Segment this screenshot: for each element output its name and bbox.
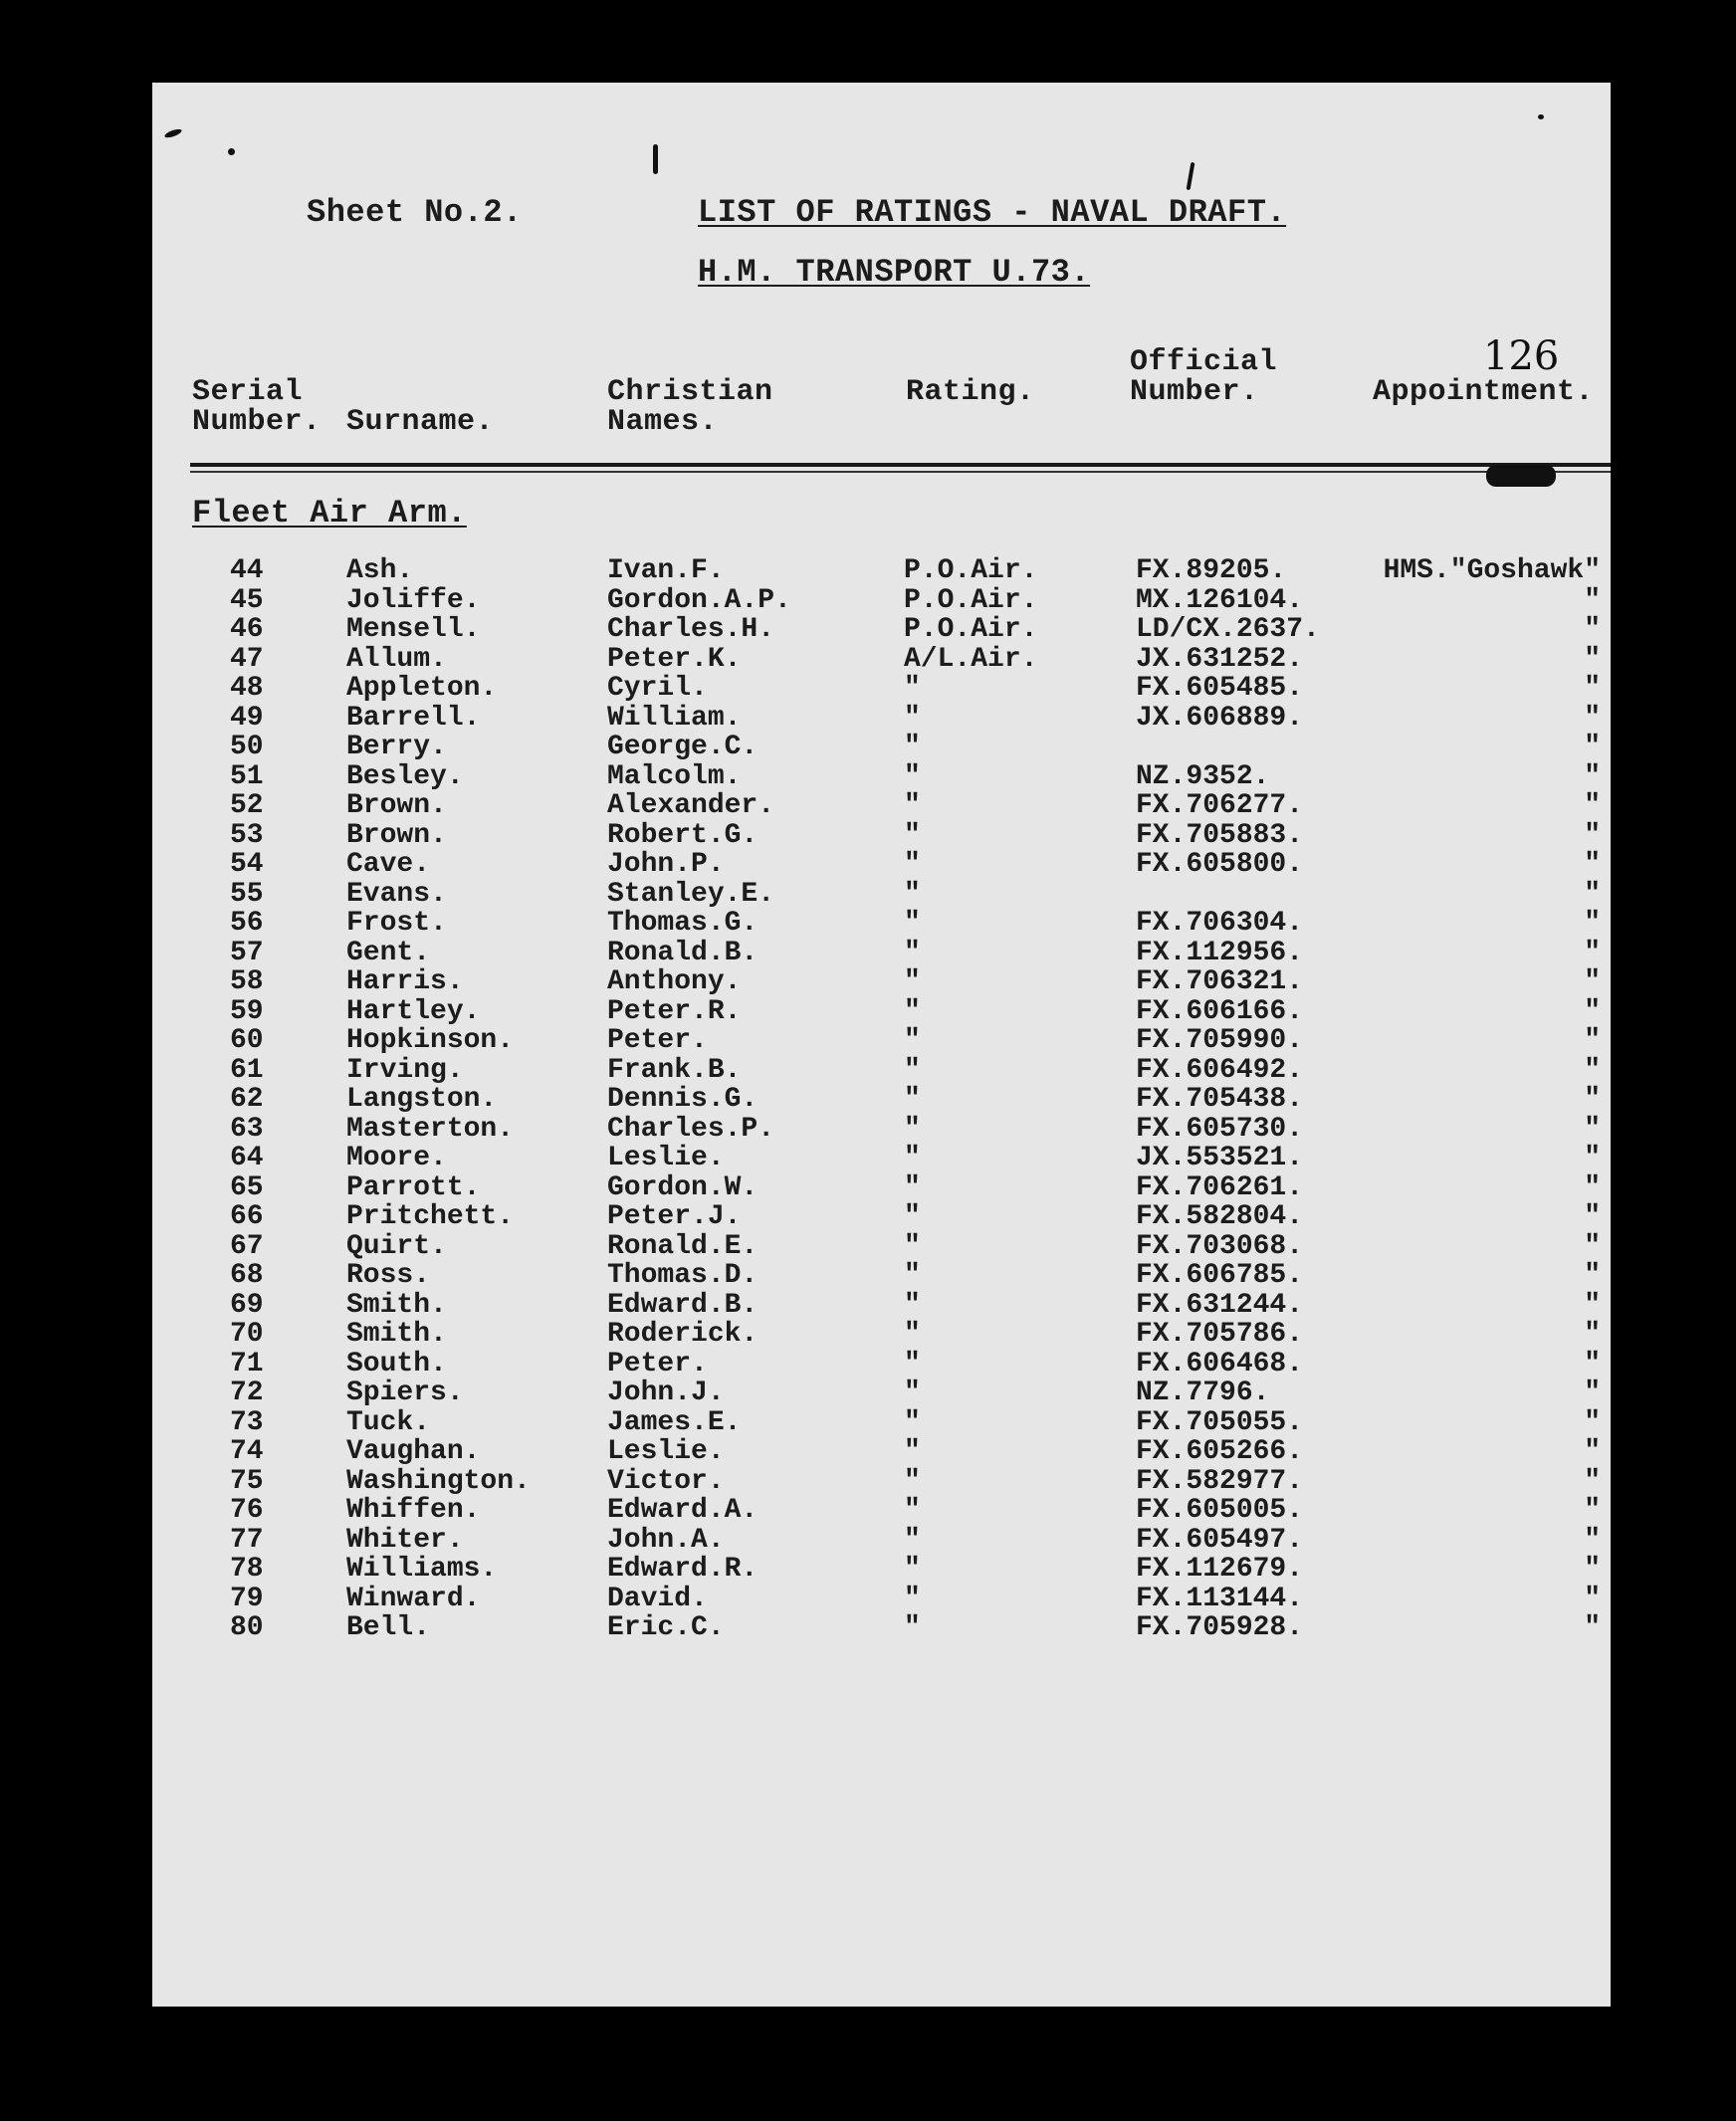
table-row (152, 1613, 1611, 1643)
surname-cell: Frost. (346, 908, 447, 939)
serial-number-cell: 48 (230, 673, 264, 704)
surname-cell: Whiffen. (346, 1495, 481, 1526)
rating-cell: " (904, 732, 921, 762)
serial-number-cell: 47 (230, 643, 264, 675)
table-row (152, 704, 1611, 734)
surname-cell: Vaughan. (346, 1436, 481, 1467)
christian-names-cell: Dennis.G. (607, 1084, 759, 1115)
official-number-cell: FX.606785. (1136, 1260, 1304, 1291)
christian-names-cell: Alexander. (607, 790, 775, 821)
serial-number-cell: 66 (230, 1201, 264, 1232)
ink-speck (1187, 162, 1195, 190)
christian-names-cell: John.J. (607, 1378, 725, 1408)
appointment-cell: " (1584, 1143, 1601, 1173)
surname-cell: Masterton. (346, 1113, 515, 1145)
appointment-cell: " (1584, 614, 1601, 645)
official-number-cell: NZ.7796. (1136, 1378, 1270, 1408)
christian-names-cell: Gordon.A.P. (607, 584, 791, 616)
rating-cell: " (904, 1143, 921, 1173)
serial-number-cell: 59 (230, 995, 264, 1027)
christian-names-cell: Gordon.W. (607, 1171, 759, 1203)
rating-cell: " (904, 1612, 921, 1643)
rating-cell: " (904, 937, 921, 968)
christian-names-cell: Frank.B. (607, 1054, 742, 1086)
official-number-cell: FX.705055. (1136, 1406, 1304, 1438)
appointment-cell: " (1584, 1495, 1601, 1526)
table-row (152, 1232, 1611, 1262)
official-number-cell: FX.582977. (1136, 1465, 1304, 1497)
table-row (152, 1555, 1611, 1585)
serial-number-cell: 65 (230, 1171, 264, 1203)
surname-cell: Spiers. (346, 1378, 464, 1408)
official-number-cell: FX.89205. (1136, 555, 1287, 586)
appointment-cell: " (1584, 732, 1601, 762)
header-rule-secondary (190, 471, 1611, 473)
surname-cell: Williams. (346, 1554, 498, 1585)
sheet-number: Sheet No.2. (307, 194, 523, 231)
appointment-cell: " (1584, 1230, 1601, 1262)
rating-cell: A/L.Air. (904, 643, 1038, 675)
table-row (152, 762, 1611, 792)
table-row (152, 939, 1611, 968)
serial-number-cell: 53 (230, 819, 264, 851)
rating-cell: " (904, 1465, 921, 1497)
rating-cell: " (904, 1436, 921, 1467)
serial-number-cell: 58 (230, 966, 264, 997)
table-row (152, 1261, 1611, 1291)
official-number-cell: FX.705883. (1136, 819, 1304, 851)
rating-cell: P.O.Air. (904, 614, 1038, 645)
rating-cell: " (904, 1319, 921, 1350)
rating-cell: " (904, 1378, 921, 1408)
table-row (152, 1496, 1611, 1526)
christian-names-cell: Leslie. (607, 1436, 725, 1467)
official-number-cell: LD/CX.2637. (1136, 614, 1320, 645)
table-row (152, 1173, 1611, 1203)
serial-number-cell: 55 (230, 878, 264, 910)
official-number-cell: FX.605730. (1136, 1113, 1304, 1145)
surname-cell: Joliffe. (346, 584, 481, 616)
christian-names-cell: Edward.R. (607, 1554, 759, 1585)
appointment-cell: " (1584, 643, 1601, 675)
rating-cell: " (904, 760, 921, 792)
official-number-cell: FX.631244. (1136, 1289, 1304, 1321)
christian-names-cell: Robert.G. (607, 819, 759, 851)
christian-names-cell: James.E. (607, 1406, 742, 1438)
serial-number-cell: 78 (230, 1554, 264, 1585)
rating-cell: " (904, 790, 921, 821)
christian-names-cell: Peter. (607, 1348, 708, 1379)
surname-cell: Ash. (346, 555, 414, 586)
serial-number-cell: 70 (230, 1319, 264, 1350)
rating-cell: " (904, 1406, 921, 1438)
christian-names-cell: Eric.C. (607, 1612, 725, 1643)
rating-cell: " (904, 1230, 921, 1262)
document-title: LIST OF RATINGS - NAVAL DRAFT. (698, 194, 1287, 231)
official-number-cell: JX.553521. (1136, 1143, 1304, 1173)
ratings-table (152, 556, 1611, 1643)
christian-names-cell: Ronald.E. (607, 1230, 759, 1262)
appointment-cell: " (1584, 1612, 1601, 1643)
appointment-cell: HMS."Goshawk" (1383, 555, 1601, 586)
surname-cell: Appleton. (346, 673, 498, 704)
appointment-cell: " (1584, 1524, 1601, 1556)
rating-cell: " (904, 1554, 921, 1585)
rating-cell: " (904, 1171, 921, 1203)
official-number-cell: FX.582804. (1136, 1201, 1304, 1232)
christian-names-cell: Peter.R. (607, 995, 742, 1027)
table-row (152, 1026, 1611, 1056)
rating-cell: " (904, 878, 921, 910)
ink-speck (1538, 114, 1544, 119)
serial-number-cell: 68 (230, 1260, 264, 1291)
christian-names-cell: David. (607, 1583, 708, 1614)
stamp-smudge (1486, 465, 1556, 487)
official-number-cell: FX.605485. (1136, 673, 1304, 704)
surname-cell: Washington. (346, 1465, 531, 1497)
official-number-cell: MX.126104. (1136, 584, 1304, 616)
christian-names-cell: Edward.A. (607, 1495, 759, 1526)
appointment-cell: " (1584, 878, 1601, 910)
serial-number-cell: 64 (230, 1143, 264, 1173)
official-number-cell: FX.113144. (1136, 1583, 1304, 1614)
table-row (152, 909, 1611, 939)
ink-speck (164, 127, 183, 139)
column-header-serial: Serial Number. (192, 375, 322, 439)
official-number-cell: NZ.9352. (1136, 760, 1270, 792)
serial-number-cell: 60 (230, 1025, 264, 1056)
official-number-cell: FX.705990. (1136, 1025, 1304, 1056)
table-row (152, 967, 1611, 997)
christian-names-cell: Malcolm. (607, 760, 742, 792)
appointment-cell: " (1584, 966, 1601, 997)
table-row (152, 1526, 1611, 1556)
serial-number-cell: 57 (230, 937, 264, 968)
rating-cell: P.O.Air. (904, 584, 1038, 616)
column-header-official: Official Number. (1130, 345, 1278, 409)
surname-cell: Pritchett. (346, 1201, 515, 1232)
christian-names-cell: Peter.J. (607, 1201, 742, 1232)
surname-cell: Gent. (346, 937, 431, 968)
official-number-cell: FX.705928. (1136, 1612, 1304, 1643)
christian-names-cell: Edward.B. (607, 1289, 759, 1321)
serial-number-cell: 73 (230, 1406, 264, 1438)
table-row (152, 1085, 1611, 1115)
serial-number-cell: 77 (230, 1524, 264, 1556)
appointment-cell: " (1584, 1084, 1601, 1115)
surname-cell: Evans. (346, 878, 447, 910)
surname-cell: Parrott. (346, 1171, 481, 1203)
serial-number-cell: 79 (230, 1583, 264, 1614)
surname-cell: Tuck. (346, 1406, 431, 1438)
surname-cell: Moore. (346, 1143, 447, 1173)
surname-cell: Brown. (346, 819, 447, 851)
official-number-cell: FX.703068. (1136, 1230, 1304, 1262)
serial-number-cell: 67 (230, 1230, 264, 1262)
surname-cell: Besley. (346, 760, 464, 792)
surname-cell: Smith. (346, 1289, 447, 1321)
appointment-cell: " (1584, 1348, 1601, 1379)
surname-cell: Whiter. (346, 1524, 464, 1556)
official-number-cell: FX.606166. (1136, 995, 1304, 1027)
table-row (152, 1115, 1611, 1145)
appointment-cell: " (1584, 1378, 1601, 1408)
surname-cell: Hopkinson. (346, 1025, 515, 1056)
surname-cell: Barrell. (346, 702, 481, 734)
christian-names-cell: Ivan.F. (607, 555, 725, 586)
official-number-cell: JX.631252. (1136, 643, 1304, 675)
surname-cell: Quirt. (346, 1230, 447, 1262)
serial-number-cell: 74 (230, 1436, 264, 1467)
serial-number-cell: 52 (230, 790, 264, 821)
column-header-rating: Rating. (906, 375, 1035, 409)
appointment-cell: " (1584, 673, 1601, 704)
serial-number-cell: 51 (230, 760, 264, 792)
rating-cell: P.O.Air. (904, 555, 1038, 586)
serial-number-cell: 56 (230, 908, 264, 939)
appointment-cell: " (1584, 1406, 1601, 1438)
christian-names-cell: Ronald.B. (607, 937, 759, 968)
rating-cell: " (904, 1201, 921, 1232)
official-number-cell: FX.605266. (1136, 1436, 1304, 1467)
rating-cell: " (904, 849, 921, 880)
appointment-cell: " (1584, 849, 1601, 880)
appointment-cell: " (1584, 584, 1601, 616)
rating-cell: " (904, 1260, 921, 1291)
page-stamp-number: 126 (1483, 333, 1560, 379)
table-row (152, 1202, 1611, 1232)
rating-cell: " (904, 995, 921, 1027)
table-row (152, 556, 1611, 586)
official-number-cell: FX.605800. (1136, 849, 1304, 880)
table-row (152, 1350, 1611, 1379)
appointment-cell: " (1584, 1319, 1601, 1350)
serial-number-cell: 54 (230, 849, 264, 880)
table-row (152, 880, 1611, 910)
official-number-cell: FX.706321. (1136, 966, 1304, 997)
official-number-cell: FX.706261. (1136, 1171, 1304, 1203)
table-row (152, 1056, 1611, 1086)
column-header-appointment: Appointment. (1373, 375, 1595, 409)
surname-cell: Mensell. (346, 614, 481, 645)
rating-cell: " (904, 1113, 921, 1145)
table-row (152, 791, 1611, 821)
appointment-cell: " (1584, 760, 1601, 792)
table-row (152, 733, 1611, 762)
official-number-cell: FX.606468. (1136, 1348, 1304, 1379)
rating-cell: " (904, 1289, 921, 1321)
surname-cell: Hartley. (346, 995, 481, 1027)
ink-speck (228, 148, 235, 155)
christian-names-cell: John.P. (607, 849, 725, 880)
official-number-cell: FX.705438. (1136, 1084, 1304, 1115)
appointment-cell: " (1584, 819, 1601, 851)
surname-cell: Brown. (346, 790, 447, 821)
ink-speck (653, 144, 658, 174)
serial-number-cell: 50 (230, 732, 264, 762)
surname-cell: South. (346, 1348, 447, 1379)
column-header-christian: Christian Names. (607, 375, 773, 439)
christian-names-cell: John.A. (607, 1524, 725, 1556)
serial-number-cell: 80 (230, 1612, 264, 1643)
christian-names-cell: Cyril. (607, 673, 708, 704)
table-row (152, 1320, 1611, 1350)
christian-names-cell: George.C. (607, 732, 759, 762)
appointment-cell: " (1584, 1289, 1601, 1321)
christian-names-cell: Peter.K. (607, 643, 742, 675)
official-number-cell: FX.112679. (1136, 1554, 1304, 1585)
serial-number-cell: 61 (230, 1054, 264, 1086)
table-row (152, 1144, 1611, 1173)
appointment-cell: " (1584, 1465, 1601, 1497)
christian-names-cell: Anthony. (607, 966, 742, 997)
official-number-cell: JX.606889. (1136, 702, 1304, 734)
appointment-cell: " (1584, 702, 1601, 734)
serial-number-cell: 75 (230, 1465, 264, 1497)
rating-cell: " (904, 1025, 921, 1056)
official-number-cell: FX.606492. (1136, 1054, 1304, 1086)
christian-names-cell: Charles.H. (607, 614, 775, 645)
serial-number-cell: 72 (230, 1378, 264, 1408)
rating-cell: " (904, 1084, 921, 1115)
serial-number-cell: 71 (230, 1348, 264, 1379)
official-number-cell: FX.605497. (1136, 1524, 1304, 1556)
appointment-cell: " (1584, 908, 1601, 939)
surname-cell: Allum. (346, 643, 447, 675)
rating-cell: " (904, 702, 921, 734)
rating-cell: " (904, 1524, 921, 1556)
surname-cell: Winward. (346, 1583, 481, 1614)
table-row (152, 1437, 1611, 1467)
table-row (152, 674, 1611, 704)
table-row (152, 1379, 1611, 1408)
surname-cell: Bell. (346, 1612, 431, 1643)
appointment-cell: " (1584, 1025, 1601, 1056)
christian-names-cell: William. (607, 702, 742, 734)
christian-names-cell: Peter. (607, 1025, 708, 1056)
serial-number-cell: 69 (230, 1289, 264, 1321)
appointment-cell: " (1584, 1113, 1601, 1145)
rating-cell: " (904, 819, 921, 851)
appointment-cell: " (1584, 790, 1601, 821)
document-subtitle: H.M. TRANSPORT U.73. (698, 254, 1091, 291)
table-row (152, 1408, 1611, 1438)
christian-names-cell: Stanley.E. (607, 878, 775, 910)
appointment-cell: " (1584, 995, 1601, 1027)
official-number-cell: FX.705786. (1136, 1319, 1304, 1350)
appointment-cell: " (1584, 1201, 1601, 1232)
serial-number-cell: 49 (230, 702, 264, 734)
appointment-cell: " (1584, 1054, 1601, 1086)
official-number-cell: FX.706277. (1136, 790, 1304, 821)
surname-cell: Langston. (346, 1084, 498, 1115)
table-row (152, 997, 1611, 1027)
official-number-cell: FX.112956. (1136, 937, 1304, 968)
rating-cell: " (904, 1348, 921, 1379)
official-number-cell: FX.706304. (1136, 908, 1304, 939)
christian-names-cell: Thomas.D. (607, 1260, 759, 1291)
table-row (152, 850, 1611, 880)
table-row (152, 586, 1611, 616)
rating-cell: " (904, 1583, 921, 1614)
appointment-cell: " (1584, 1554, 1601, 1585)
surname-cell: Cave. (346, 849, 431, 880)
table-row (152, 1291, 1611, 1321)
table-row (152, 615, 1611, 645)
christian-names-cell: Thomas.G. (607, 908, 759, 939)
christian-names-cell: Charles.P. (607, 1113, 775, 1145)
surname-cell: Irving. (346, 1054, 464, 1086)
rating-cell: " (904, 673, 921, 704)
appointment-cell: " (1584, 1583, 1601, 1614)
christian-names-cell: Victor. (607, 1465, 725, 1497)
surname-cell: Smith. (346, 1319, 447, 1350)
rating-cell: " (904, 1495, 921, 1526)
column-header-surname: Surname. (346, 405, 495, 439)
table-row (152, 1467, 1611, 1497)
table-row (152, 1585, 1611, 1614)
rating-cell: " (904, 908, 921, 939)
section-heading: Fleet Air Arm. (192, 495, 467, 531)
serial-number-cell: 62 (230, 1084, 264, 1115)
surname-cell: Ross. (346, 1260, 431, 1291)
serial-number-cell: 44 (230, 555, 264, 586)
table-row (152, 821, 1611, 851)
document-page (152, 83, 1611, 2007)
serial-number-cell: 63 (230, 1113, 264, 1145)
serial-number-cell: 45 (230, 584, 264, 616)
serial-number-cell: 46 (230, 614, 264, 645)
appointment-cell: " (1584, 937, 1601, 968)
rating-cell: " (904, 1054, 921, 1086)
rating-cell: " (904, 966, 921, 997)
appointment-cell: " (1584, 1260, 1601, 1291)
surname-cell: Berry. (346, 732, 447, 762)
table-row (152, 645, 1611, 675)
surname-cell: Harris. (346, 966, 464, 997)
official-number-cell: FX.605005. (1136, 1495, 1304, 1526)
serial-number-cell: 76 (230, 1495, 264, 1526)
appointment-cell: " (1584, 1436, 1601, 1467)
christian-names-cell: Roderick. (607, 1319, 759, 1350)
christian-names-cell: Leslie. (607, 1143, 725, 1173)
appointment-cell: " (1584, 1171, 1601, 1203)
header-rule (190, 463, 1611, 467)
